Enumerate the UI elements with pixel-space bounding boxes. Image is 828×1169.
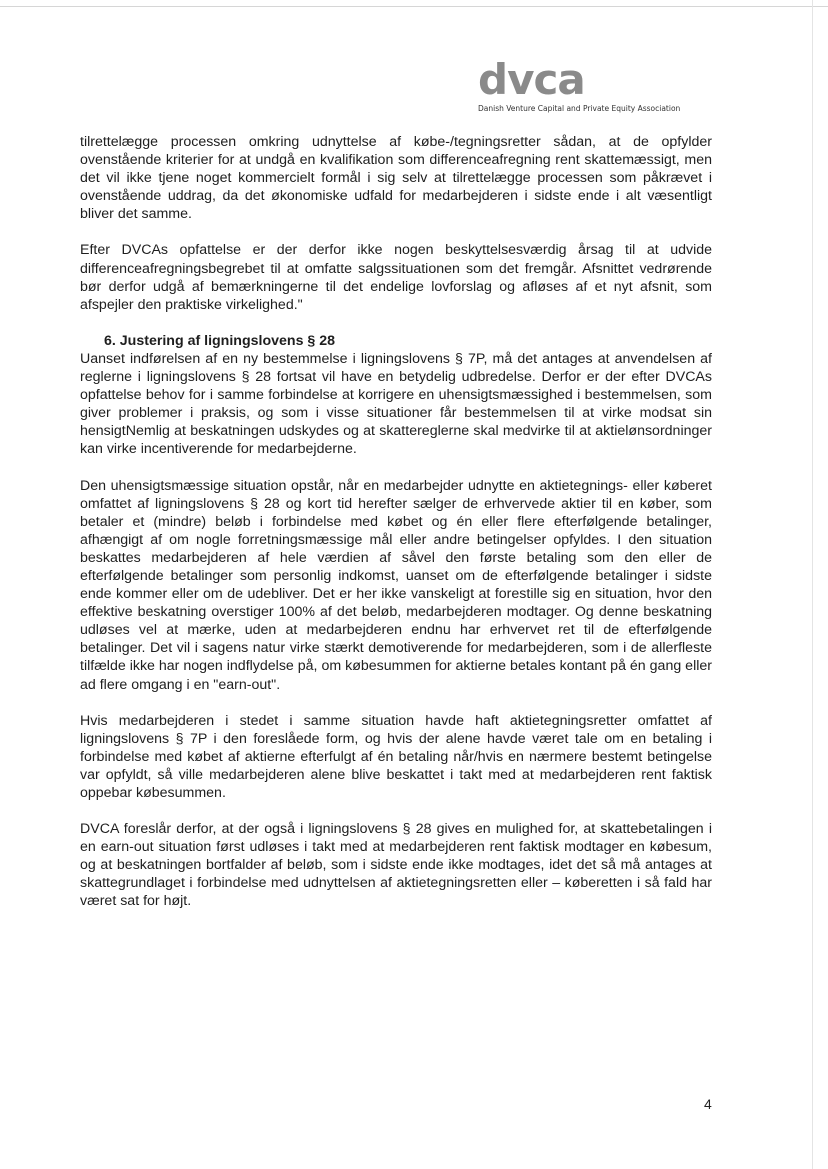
paragraph-5: Hvis medarbejderen i stedet i samme situation havde haft aktietegningsretter omfattet af ligningslovens § 7P i den foreslåede form, og hvis der alene havde været tale om en betaling i forbindelse med købet af aktierne efterfulgt af én betaling når/hvis en nærmere bestemt betingelse var opfyldt, så ville medarbejderen alene blive beskattet i takt med at medarbejderen rent faktisk oppebar købesummen.	[80, 712, 712, 801]
page-number: 4	[704, 1096, 712, 1112]
section-heading: 6. Justering af ligningslovens § 28	[104, 332, 336, 349]
page-top-edge	[0, 6, 828, 7]
paragraph-1: tilrettelægge processen omkring udnyttelse af købe-/tegningsretter sådan, at de opfylder ovenstående kriterier for at undgå en kvalifikation som differenceafregning rent skattemæssigt, men det vil ikke tjene noget kommercielt formål i sig selv at tilrettelægge processen som påkrævet i ovenstående uddrag, da det økonomiske udfald for medarbejderen i sidste ende i alt væsentligt bliver det samme.	[80, 134, 712, 223]
paragraph-6: DVCA foreslår derfor, at der også i ligningslovens § 28 gives en mulighed for, at skattebetalingen i en earn-out situation først udløses i takt med at medarbejderen rent faktisk modtager en købesum, og at beskatningen bortfalder af beløb, som i sidste ende ikke modtages, idet det så må antages at skattegrundlaget i forbindelse med udnyttelsen af aktietegningsretten eller – køberetten i så fald har været sat for højt.	[80, 821, 712, 910]
paragraph-4: Den uhensigtsmæssige situation opstår, når en medarbejder udnytte en aktietegnings- eller køberet omfattet af ligningslovens § 28 og kort tid herefter sælger de erhvervede aktier til en køber, som betaler et (mindre) beløb i forbindelse med købet og én eller flere efterfølgende betalinger, afhængigt af om nogle forretningsmæssige mål eller andre betingelser opfyldes. I den situation beskattes medarbejderen af hele værdien af såvel den første betaling som den eller de efterfølgende betalinger som personlig indkomst, uanset om de efterfølgende betalinger i sidste ende kommer eller om de udebliver. Det er her ikke vanskeligt at forestille sig en situation, hvor den effektive beskatning overstiger 100% af det beløb, medarbejderen modtager. Og denne beskatning udløses vel at mærke, uden at medarbejderen endnu har erhvervet ret til de efterfølgende betalinger. Det vil i sagens natur virke stærkt demotiverende for medarbejderen, som i de allerfleste tilfælde ikke har nogen indflydelse på, om købesummen for aktierne betales kontant på én gang eller ad flere omgang i en "earn-out".	[80, 477, 712, 693]
logo-tagline: Danish Venture Capital and Private Equity Association	[478, 104, 681, 113]
document-body	[80, 133, 712, 911]
page-right-edge	[812, 0, 813, 1169]
dvca-logo	[470, 55, 720, 118]
logo-wordmark: dvca	[478, 55, 585, 104]
paragraph-2: Efter DVCAs opfattelse er der derfor ikke nogen beskyttelsesværdig årsag til at udvide differenceafregningsbegrebet til at omfatte salgssituationen som det fremgår. Afsnittet vedrørende bør derfor udgå af bemærkningerne til det endelige lovforslag og afløses af et nyt afsnit, som afspejler den praktiske virkelighed."	[80, 242, 712, 313]
paragraph-3: Uanset indførelsen af en ny bestemmelse i ligningslovens § 7P, må det antages at anvendelsen af reglerne i ligningslovens § 28 fortsat vil have en betydelig udbredelse. Derfor er der efter DVCAs opfattelse behov for i samme forbindelse at korrigere en uhensigtsmæssighed i bestemmelsen, som giver problemer i praksis, og som i visse situationer får bestemmelsen til at virke modsat sin hensigtNemlig at beskatningen udskydes og at skattereglerne skal medvirke til at aktielønsordninger kan virke incentiverende for medarbejderne.	[80, 350, 712, 458]
